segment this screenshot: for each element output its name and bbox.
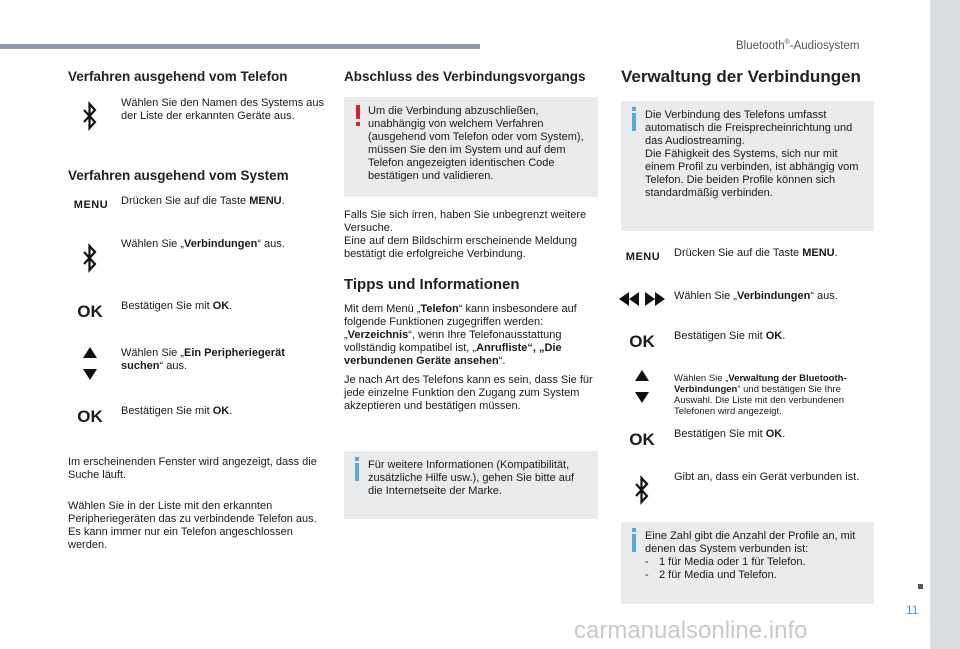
system-step-1: Drücken Sie auf die Taste MENU. bbox=[121, 195, 285, 207]
up-down-arrows-icon bbox=[78, 346, 102, 382]
watermark: carmanualsonline.info bbox=[574, 617, 808, 644]
header-bar bbox=[0, 44, 480, 49]
side-margin-strip bbox=[930, 0, 960, 649]
warning-icon bbox=[350, 105, 370, 119]
list-item: - 2 für Media und Telefon. bbox=[645, 569, 777, 581]
bluetooth-icon bbox=[630, 474, 654, 506]
ok-button-icon: OK bbox=[629, 332, 655, 351]
manage-step-1: Drücken Sie auf die Taste MENU. bbox=[674, 247, 838, 259]
search-running-text: Im erscheinenden Fenster wird angezeigt, dass die Suche läuft. bbox=[68, 456, 317, 481]
heading-tips: Tipps und Informationen bbox=[344, 276, 520, 293]
system-step-3: Bestätigen Sie mit OK. bbox=[121, 300, 233, 312]
info-box-connection bbox=[621, 101, 874, 231]
info-connection-text-2: Die Fähigkeit des Systems, sich nur mit einem Profil zu verbinden, ist abhängig vom Telefon. Die beiden Profile können sich standardmäßig verbinden. bbox=[645, 148, 859, 199]
ok-button-icon: OK bbox=[77, 302, 103, 321]
info-connection-text-1: Die Verbindung des Telefons umfasst automatisch die Freisprecheinrichtung und das Audiostreaming. bbox=[645, 109, 853, 147]
manage-step-4: Wählen Sie „Verwaltung der Bluetooth-Verbindungen“ und bestätigen Sie Ihre Auswahl. Die Liste mit den verbundenen Telefonen wird angezeigt. bbox=[674, 373, 847, 417]
page-marker bbox=[918, 584, 923, 589]
warning-box bbox=[344, 97, 598, 197]
up-down-arrows-icon bbox=[630, 369, 654, 405]
heading-system-procedure: Verfahren ausgehend vom System bbox=[68, 168, 289, 183]
page-number: 11 bbox=[906, 603, 919, 617]
info-box-profiles bbox=[621, 522, 874, 604]
heading-connection-management: Verwaltung der Verbindungen bbox=[621, 67, 861, 86]
manage-step-3: Bestätigen Sie mit OK. bbox=[674, 330, 786, 342]
menu-button-icon: MENU bbox=[625, 251, 661, 263]
system-step-5: Bestätigen Sie mit OK. bbox=[121, 405, 233, 417]
heading-connection-close: Abschluss des Verbindungsvorgangs bbox=[344, 69, 586, 84]
warning-text: Um die Verbindung abzuschließen, unabhängig von welchem Verfahren (ausgehend vom Telefon oder vom System), müssen Sie den im System und auf dem Telefon angezeigten identischen Code bestätigen und validieren. bbox=[368, 105, 584, 182]
bluetooth-icon bbox=[78, 100, 102, 132]
tips-access-text: Je nach Art des Telefons kann es sein, dass Sie für jede einzelne Funktion den Zugang zum System akzeptieren und bestätigen müssen. bbox=[344, 374, 593, 412]
ok-button-icon: OK bbox=[77, 407, 103, 426]
info-icon bbox=[627, 530, 647, 552]
retry-text: Falls Sie sich irren, haben Sie unbegrenzt weitere Versuche. bbox=[344, 209, 587, 234]
success-message-text: Eine auf dem Bildschirm erscheinende Meldung bestätigt die erfolgreiche Verbindung. bbox=[344, 235, 577, 260]
system-step-2: Wählen Sie „Verbindungen“ aus. bbox=[121, 238, 285, 250]
system-step-4: Wählen Sie „Ein Peripheriegerät suchen“ aus. bbox=[121, 347, 285, 372]
phone-step-text: Wählen Sie den Namen des Systems aus der Liste der erkannten Geräte aus. bbox=[121, 97, 324, 122]
page-header-title: Bluetooth®-Audiosystem bbox=[736, 39, 860, 52]
heading-phone-procedure: Verfahren ausgehend vom Telefon bbox=[68, 69, 288, 84]
info-more-text: Für weitere Informationen (Kompatibilität, zusätzliche Hilfe usw.), gehen Sie bitte auf die Internetseite der Marke. bbox=[368, 459, 575, 497]
info-icon bbox=[350, 459, 370, 481]
list-item: - 1 für Media oder 1 für Telefon. bbox=[645, 556, 806, 568]
manage-step-2: Wählen Sie „Verbindungen“ aus. bbox=[674, 290, 838, 302]
info-icon bbox=[627, 109, 647, 131]
manage-step-6: Gibt an, dass ein Gerät verbunden ist. bbox=[674, 471, 860, 483]
left-right-arrows-icon bbox=[618, 290, 666, 308]
info-box-more bbox=[344, 451, 598, 519]
manage-step-5: Bestätigen Sie mit OK. bbox=[674, 428, 786, 440]
profiles-text: Eine Zahl gibt die Anzahl der Profile an, mit denen das System verbunden ist: bbox=[645, 530, 856, 555]
ok-button-icon: OK bbox=[629, 430, 655, 449]
tips-menu-text: Mit dem Menü „Telefon“ kann insbesondere auf folgende Funktionen zugegriffen werden: „Verzeichnis“, wenn Ihre Telefonausstattung vollständig kompatibel ist, „Anrufliste“, „Die verbundenen Geräte ansehen“. bbox=[344, 303, 577, 367]
select-phone-text: Wählen Sie in der Liste mit den erkannten Peripheriegeräten das zu verbindende Telefon aus. Es kann immer nur ein Telefon angeschlossen werden. bbox=[68, 500, 317, 551]
menu-button-icon: MENU bbox=[73, 199, 109, 211]
bluetooth-icon bbox=[78, 242, 102, 274]
